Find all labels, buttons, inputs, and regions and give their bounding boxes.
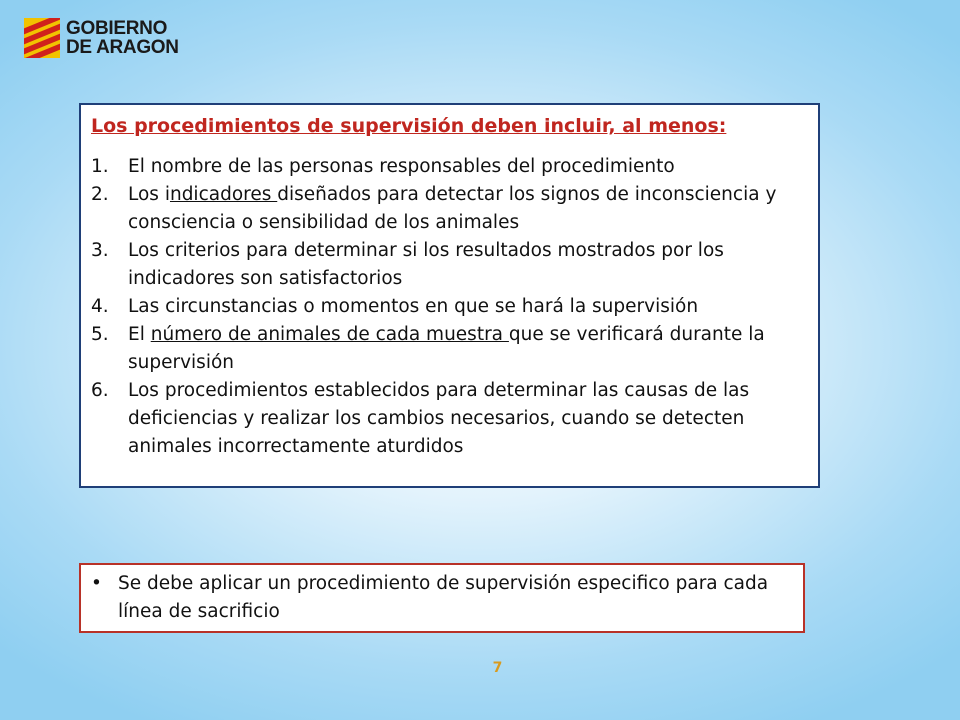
list-item [91, 153, 808, 181]
logo-text [66, 19, 179, 57]
note-text: Se debe aplicar un procedimiento de supervisión especifico para cada línea de sacrificio [118, 573, 769, 622]
list-item [91, 377, 808, 461]
item-text: Los i [128, 184, 170, 205]
item-text: Los procedimientos establecidos para determinar las causas de las deficiencias y realizar los cambios necesarios, cuando se detecten animales incorrectamente aturdidos [128, 380, 750, 457]
item-text: El nombre de las personas responsables del procedimiento [128, 156, 675, 177]
logo-line-2: DE ARAGON [66, 37, 179, 58]
list-item [91, 237, 808, 293]
item-underlined-text: ndicadores [169, 184, 278, 205]
item-underlined-text: número de animales de cada muestra [150, 324, 509, 345]
supervision-note-box [79, 563, 805, 633]
list-item [91, 293, 808, 321]
box-heading: Los procedimientos de supervisión deben incluir, al menos: [91, 115, 727, 137]
supervision-procedures-box [79, 103, 820, 488]
item-number: 1. [91, 156, 109, 177]
page-number: 7 [492, 660, 503, 676]
gobierno-aragon-logo [24, 18, 179, 58]
item-number: 5. [91, 324, 109, 345]
item-number: 3. [91, 240, 109, 261]
item-number: 2. [91, 184, 109, 205]
list-item [91, 570, 793, 626]
list-item [91, 321, 808, 377]
item-text: Las circunstancias o momentos en que se hará la supervisión [128, 296, 699, 317]
item-text: que se verificará durante la supervisión [128, 324, 765, 373]
list-item [91, 181, 808, 237]
note-list [91, 570, 793, 626]
procedure-list [91, 153, 808, 461]
item-number: 6. [91, 380, 109, 401]
item-text: El [128, 324, 151, 345]
item-text: diseñados para detectar los signos de inconsciencia y consciencia o sensibilidad de los animales [128, 184, 777, 233]
bullet-icon: • [91, 573, 102, 594]
item-number: 4. [91, 296, 109, 317]
aragon-flag-icon [24, 18, 60, 58]
item-text: Los criterios para determinar si los resultados mostrados por los indicadores son satisfactorios [128, 240, 724, 289]
logo-line-1: GOBIERNO [66, 18, 168, 39]
